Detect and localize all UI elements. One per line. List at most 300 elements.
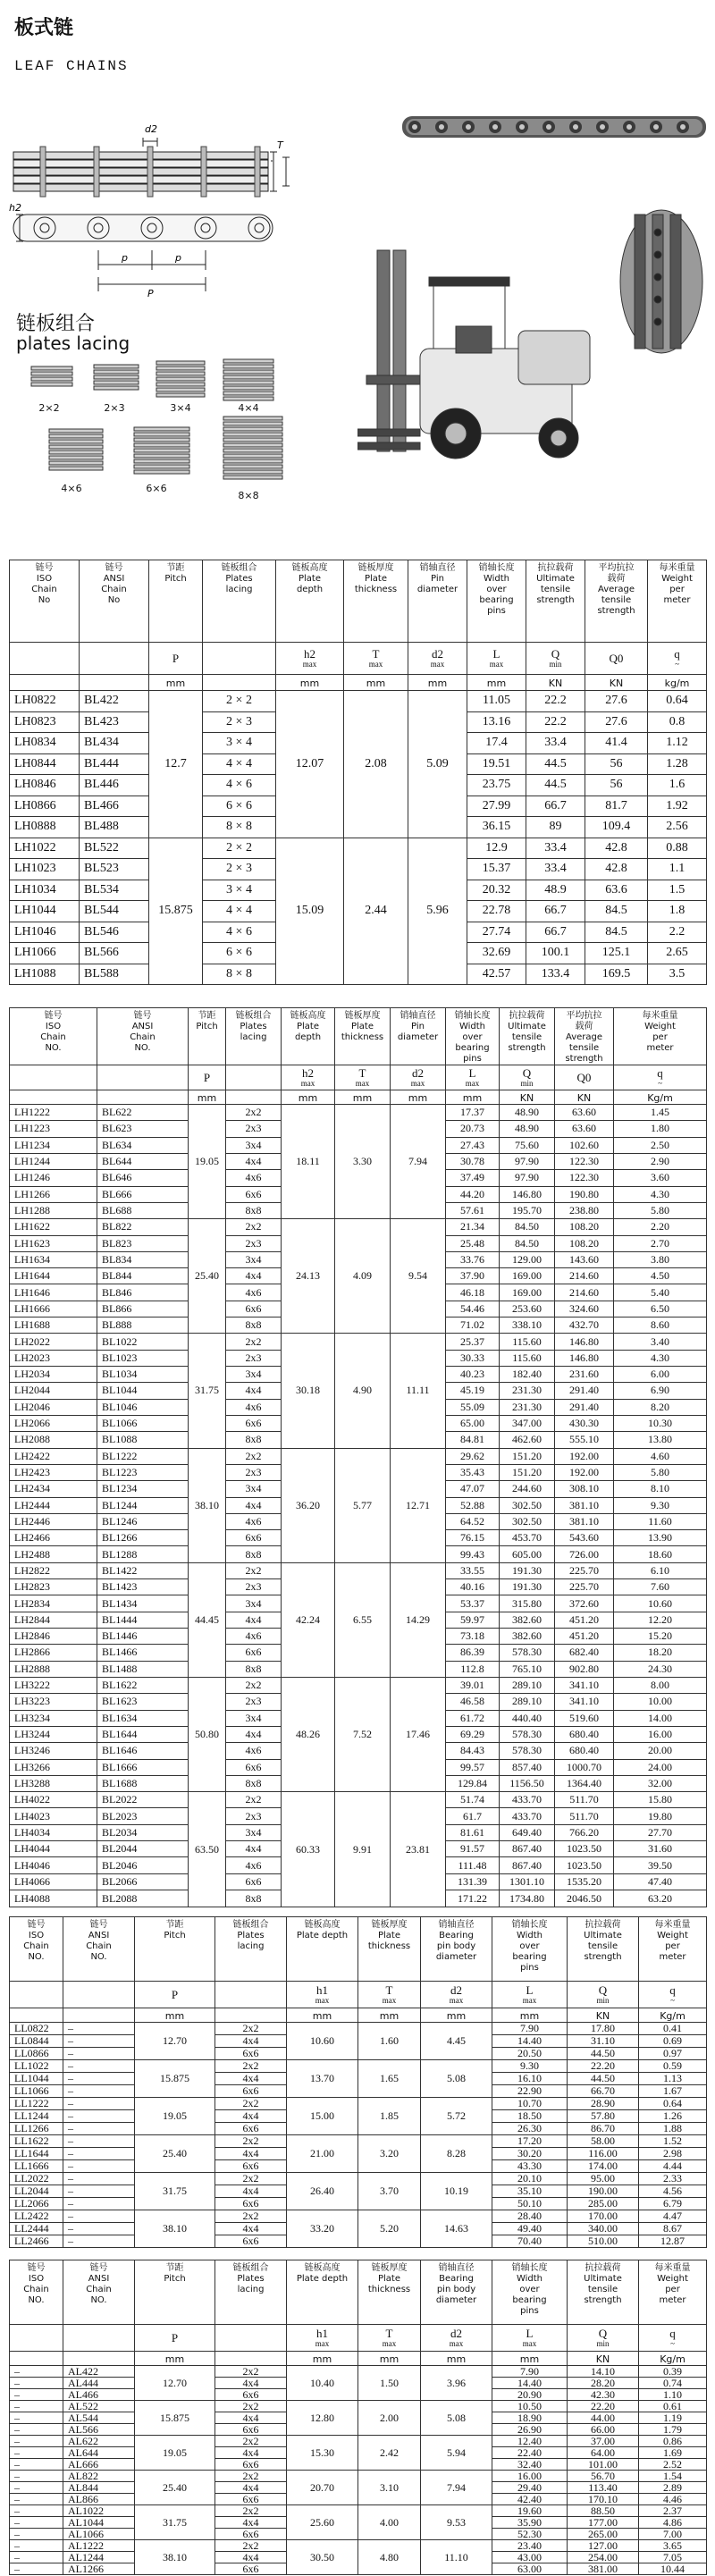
iso-chain-cell: LH2088 — [10, 1432, 97, 1448]
unit-kgm: kg/m — [648, 675, 707, 691]
ultimate-strength-cell: 48.90 — [500, 1105, 555, 1121]
sym-h1: h1 max — [287, 2325, 358, 2352]
ansi-chain-cell: BL1088 — [97, 1432, 189, 1448]
lacing-cell: 6x6 — [226, 1873, 282, 1890]
width-cell: 14.40 — [492, 2378, 568, 2389]
lacing-cell: 4 × 6 — [203, 775, 276, 796]
pin-diameter-cell: 5.96 — [408, 838, 467, 985]
weight-cell: 5.80 — [614, 1202, 707, 1218]
width-cell: 18.90 — [492, 2412, 568, 2424]
iso-chain-cell: LH3222 — [10, 1677, 97, 1693]
weight-cell: 4.50 — [614, 1268, 707, 1284]
col-pin-diameter: 销轴直径 Pin diameter — [408, 560, 467, 643]
weight-cell: 32.00 — [614, 1775, 707, 1791]
ultimate-strength-cell: 44.50 — [568, 2073, 639, 2085]
col-plate-depth: 链板高度 Plate depth — [287, 1917, 358, 1982]
weight-cell: 20.00 — [614, 1743, 707, 1759]
pitch-cell: 50.80 — [189, 1677, 226, 1791]
weight-cell: 2.50 — [614, 1137, 707, 1153]
weight-cell: 1.69 — [639, 2447, 707, 2459]
ansi-chain-cell: – — [63, 2185, 135, 2198]
average-strength-cell: 902.80 — [555, 1661, 614, 1677]
ansi-chain-cell: – — [63, 2085, 135, 2098]
plate-thickness-cell: 2.42 — [358, 2436, 421, 2471]
lacing-cell: 3x4 — [226, 1710, 282, 1726]
ansi-chain-cell: BL434 — [80, 733, 149, 754]
ansi-chain-cell: BL522 — [80, 838, 149, 859]
plate-depth-cell: 12.80 — [287, 2401, 358, 2436]
ultimate-strength-cell: 86.70 — [568, 2123, 639, 2135]
weight-cell: 2.98 — [639, 2148, 707, 2160]
iso-chain-cell: LH1634 — [10, 1251, 97, 1267]
width-cell: 99.43 — [446, 1546, 500, 1562]
col-ansi-chain: 链号 ANSI Chain NO. — [63, 2260, 135, 2325]
width-cell: 43.30 — [492, 2160, 568, 2173]
average-strength-cell: 108.20 — [555, 1219, 614, 1235]
width-cell: 30.33 — [446, 1350, 500, 1366]
width-cell: 61.72 — [446, 1710, 500, 1726]
pin-diameter-cell: 7.94 — [421, 2471, 492, 2505]
width-cell: 42.40 — [492, 2494, 568, 2505]
plate-depth-cell: 60.33 — [282, 1792, 335, 1907]
weight-cell: 1.6 — [648, 775, 707, 796]
unit-mm: mm — [135, 2352, 215, 2366]
width-cell: 91.57 — [446, 1841, 500, 1857]
sym-p: P — [189, 1065, 226, 1090]
weight-cell: 4.56 — [639, 2185, 707, 2198]
lacing-cell: 4x4 — [226, 1726, 282, 1742]
average-strength-cell: 543.60 — [555, 1530, 614, 1546]
iso-chain-cell: – — [10, 2424, 63, 2436]
col-iso-chain: 链号 ISO Chain NO. — [10, 1008, 97, 1065]
width-cell: 30.78 — [446, 1153, 500, 1169]
iso-chain-cell: LL2466 — [10, 2235, 63, 2248]
plate-depth-cell: 15.09 — [276, 838, 344, 985]
ansi-chain-cell: BL1634 — [97, 1710, 189, 1726]
ultimate-strength-cell: 57.80 — [568, 2110, 639, 2123]
ansi-chain-cell: AL1266 — [63, 2563, 135, 2575]
pin-diameter-cell: 11.11 — [391, 1334, 446, 1448]
iso-chain-cell: LH2046 — [10, 1399, 97, 1415]
width-cell: 42.57 — [467, 964, 526, 985]
weight-cell: 0.69 — [639, 2035, 707, 2048]
width-cell: 26.90 — [492, 2424, 568, 2436]
width-cell: 25.37 — [446, 1334, 500, 1350]
iso-chain-cell: LH3223 — [10, 1694, 97, 1710]
pin-diameter-cell: 10.19 — [421, 2173, 492, 2210]
ultimate-strength-cell: 146.80 — [500, 1186, 555, 1202]
lacing-cell: 6x6 — [226, 1759, 282, 1775]
width-cell: 61.7 — [446, 1808, 500, 1824]
ansi-chain-cell: AL522 — [63, 2401, 135, 2412]
plate-depth-cell: 30.18 — [282, 1334, 335, 1448]
plate-depth-cell: 21.00 — [287, 2135, 358, 2173]
col-pitch: 节距 Pitch — [135, 2260, 215, 2325]
col-pin-diameter: 销轴直径 Pin diameter — [391, 1008, 446, 1065]
width-cell: 76.15 — [446, 1530, 500, 1546]
table-row — [10, 1334, 707, 1350]
pin-diameter-cell: 5.72 — [421, 2098, 492, 2135]
width-cell: 99.57 — [446, 1759, 500, 1775]
unit-kgm: Kg/m — [639, 2008, 707, 2023]
iso-chain-cell: – — [10, 2494, 63, 2505]
average-strength-cell: 146.80 — [555, 1350, 614, 1366]
unit-mm: mm — [335, 1090, 391, 1105]
lacing-cell: 6x6 — [215, 2494, 287, 2505]
plate-depth-cell: 30.50 — [287, 2540, 358, 2575]
width-cell: 70.40 — [492, 2235, 568, 2248]
col-weight: 每米重量 Weight per meter — [639, 1917, 707, 1982]
width-cell: 35.90 — [492, 2517, 568, 2529]
ultimate-strength-cell: 195.70 — [500, 1202, 555, 1218]
ansi-chain-cell: AL622 — [63, 2436, 135, 2447]
weight-cell: 1.5 — [648, 880, 707, 901]
width-cell: 32.40 — [492, 2459, 568, 2471]
lacing-cell: 3x4 — [226, 1137, 282, 1153]
weight-cell: 0.59 — [639, 2060, 707, 2073]
iso-chain-cell: LL1644 — [10, 2148, 63, 2160]
width-cell: 45.19 — [446, 1383, 500, 1399]
lacing-label: 2×3 — [104, 402, 125, 414]
table-row — [10, 2505, 707, 2517]
ansi-chain-cell: BL446 — [80, 775, 149, 796]
width-cell: 22.78 — [467, 901, 526, 922]
weight-cell: 24.30 — [614, 1661, 707, 1677]
width-cell: 111.48 — [446, 1857, 500, 1873]
ansi-chain-cell: BL1466 — [97, 1645, 189, 1661]
weight-cell: 18.20 — [614, 1645, 707, 1661]
weight-cell: 6.90 — [614, 1383, 707, 1399]
lacing-cell: 2x3 — [226, 1464, 282, 1480]
lacing-cell: 2x2 — [215, 2210, 287, 2223]
ultimate-strength-cell: 44.00 — [568, 2412, 639, 2424]
width-cell: 20.50 — [492, 2048, 568, 2060]
weight-cell: 3.5 — [648, 964, 707, 985]
weight-cell: 2.56 — [648, 817, 707, 838]
ansi-chain-cell: BL1666 — [97, 1759, 189, 1775]
lacing-cell: 2x2 — [226, 1219, 282, 1235]
plate-thickness-cell: 5.20 — [358, 2210, 421, 2248]
pitch-cell: 25.40 — [189, 1219, 226, 1334]
iso-chain-cell: LH3234 — [10, 1710, 97, 1726]
ultimate-strength-cell: 127.00 — [568, 2540, 639, 2552]
width-cell: 81.61 — [446, 1824, 500, 1840]
width-cell: 17.37 — [446, 1105, 500, 1121]
col-width: 销轴长度 Width over bearing pins — [467, 560, 526, 643]
average-strength-cell: 122.30 — [555, 1170, 614, 1186]
ultimate-strength-cell: 133.4 — [526, 964, 585, 985]
ansi-chain-cell: BL2023 — [97, 1808, 189, 1824]
plate-thickness-cell: 1.50 — [358, 2366, 421, 2401]
lacing-cell: 2 × 2 — [203, 838, 276, 859]
average-strength-cell: 102.60 — [555, 1137, 614, 1153]
ansi-chain-cell: BL1646 — [97, 1743, 189, 1759]
col-ultimate-strength: 抗拉载荷 Ultimate tensile strength — [568, 2260, 639, 2325]
ultimate-strength-cell: 44.5 — [526, 753, 585, 775]
ultimate-strength-cell: 182.40 — [500, 1367, 555, 1383]
pin-diameter-cell: 9.54 — [391, 1219, 446, 1334]
weight-cell: 1.52 — [639, 2135, 707, 2148]
width-cell: 22.40 — [492, 2447, 568, 2459]
sym-q0: Q0 — [585, 643, 648, 675]
plate-thickness-cell: 5.77 — [335, 1448, 391, 1562]
ansi-chain-cell: BL1222 — [97, 1448, 189, 1464]
pitch-cell: 15.875 — [135, 2060, 215, 2098]
pitch-cell: 25.40 — [135, 2135, 215, 2173]
ultimate-strength-cell: 253.60 — [500, 1301, 555, 1317]
plate-thickness-cell: 2.44 — [344, 838, 408, 985]
ultimate-strength-cell: 33.4 — [526, 859, 585, 880]
table-row — [10, 2173, 707, 2185]
col-pitch: 节距 Pitch — [149, 560, 203, 643]
average-strength-cell: 511.70 — [555, 1808, 614, 1824]
iso-chain-cell: – — [10, 2459, 63, 2471]
ansi-chain-cell: BL888 — [97, 1317, 189, 1334]
average-strength-cell: 225.70 — [555, 1579, 614, 1595]
lacing-title-en: plates lacing — [16, 333, 130, 354]
width-cell: 44.20 — [446, 1186, 500, 1202]
iso-chain-cell: LH2034 — [10, 1367, 97, 1383]
lacing-4x6-icon — [49, 429, 103, 470]
lacing-cell: 2x2 — [215, 2098, 287, 2110]
lacing-cell: 6x6 — [215, 2198, 287, 2210]
iso-chain-cell: LH1623 — [10, 1235, 97, 1251]
average-strength-cell: 190.80 — [555, 1186, 614, 1202]
weight-cell: 0.41 — [639, 2023, 707, 2035]
ultimate-strength-cell: 231.30 — [500, 1399, 555, 1415]
lacing-3x4-icon — [156, 361, 205, 397]
plate-thickness-cell: 4.00 — [358, 2505, 421, 2540]
iso-chain-cell: LH1046 — [10, 922, 80, 943]
width-cell: 18.50 — [492, 2110, 568, 2123]
sym-t: T max — [335, 1065, 391, 1090]
weight-cell: 10.60 — [614, 1595, 707, 1612]
lacing-cell: 4x6 — [226, 1399, 282, 1415]
ansi-chain-cell: BL1488 — [97, 1661, 189, 1677]
title-cn: 板式链 — [14, 17, 74, 39]
iso-chain-cell: LH4022 — [10, 1792, 97, 1808]
lacing-cell: 6 × 6 — [203, 796, 276, 817]
width-cell: 12.9 — [467, 838, 526, 859]
ultimate-strength-cell: 382.60 — [500, 1612, 555, 1628]
pitch-cell: 44.45 — [189, 1562, 226, 1677]
col-plate-thickness: 链板厚度 Plate thickness — [358, 1917, 421, 1982]
weight-cell: 12.20 — [614, 1612, 707, 1628]
width-cell: 52.88 — [446, 1497, 500, 1513]
width-cell: 40.16 — [446, 1579, 500, 1595]
average-strength-cell: 169.5 — [585, 964, 648, 985]
lacing-cell: 6x6 — [226, 1645, 282, 1661]
iso-chain-cell: LH0844 — [10, 753, 80, 775]
average-strength-cell: 192.00 — [555, 1464, 614, 1480]
iso-chain-cell: LH2466 — [10, 1530, 97, 1546]
ultimate-strength-cell: 605.00 — [500, 1546, 555, 1562]
ansi-chain-cell: AL566 — [63, 2424, 135, 2436]
average-strength-cell: 214.60 — [555, 1268, 614, 1284]
width-cell: 25.48 — [446, 1235, 500, 1251]
weight-cell: 0.39 — [639, 2366, 707, 2378]
average-strength-cell: 225.70 — [555, 1562, 614, 1578]
plate-thickness-cell: 3.70 — [358, 2173, 421, 2210]
width-cell: 23.75 — [467, 775, 526, 796]
ultimate-strength-cell: 289.10 — [500, 1694, 555, 1710]
sym-h2: h2 max — [282, 1065, 335, 1090]
ansi-chain-cell: – — [63, 2048, 135, 2060]
ultimate-strength-cell: 867.40 — [500, 1841, 555, 1857]
iso-chain-cell: LL1022 — [10, 2060, 63, 2073]
weight-cell: 1.92 — [648, 796, 707, 817]
width-cell: 7.90 — [492, 2366, 568, 2378]
width-cell: 54.46 — [446, 1301, 500, 1317]
ultimate-strength-cell: 66.7 — [526, 796, 585, 817]
plate-thickness-cell: 7.52 — [335, 1677, 391, 1791]
weight-cell: 7.00 — [639, 2529, 707, 2540]
weight-cell: 10.44 — [639, 2563, 707, 2575]
sym-weight: q ~ — [639, 2325, 707, 2352]
ansi-chain-cell: BL646 — [97, 1170, 189, 1186]
lacing-cell: 8x8 — [226, 1661, 282, 1677]
col-width: 销轴长度 Width over bearing pins — [446, 1008, 500, 1065]
width-cell: 20.32 — [467, 880, 526, 901]
width-cell: 30.20 — [492, 2148, 568, 2160]
iso-chain-cell: LH2822 — [10, 1562, 97, 1578]
iso-chain-cell: LH2422 — [10, 1448, 97, 1464]
col-plate-thickness: 链板厚度 Plate thickness — [358, 2260, 421, 2325]
ansi-chain-cell: BL1046 — [97, 1399, 189, 1415]
iso-chain-cell: LH3246 — [10, 1743, 97, 1759]
iso-chain-cell: LH2423 — [10, 1464, 97, 1480]
ansi-chain-cell: – — [63, 2110, 135, 2123]
iso-chain-cell: LL0822 — [10, 2023, 63, 2035]
plate-depth-cell: 18.11 — [282, 1105, 335, 1219]
iso-chain-cell: LH3288 — [10, 1775, 97, 1791]
average-strength-cell: 214.60 — [555, 1284, 614, 1301]
iso-chain-cell: LH4034 — [10, 1824, 97, 1840]
ansi-chain-cell: AL666 — [63, 2459, 135, 2471]
lacing-cell: 8x8 — [226, 1432, 282, 1448]
width-cell: 16.00 — [492, 2471, 568, 2482]
ansi-chain-cell: BL623 — [97, 1121, 189, 1137]
ansi-chain-cell: BL1234 — [97, 1481, 189, 1497]
unit-mm: mm — [149, 675, 203, 691]
ansi-chain-cell: AL822 — [63, 2471, 135, 2482]
lacing-cell: 6x6 — [226, 1530, 282, 1546]
ultimate-strength-cell: 75.60 — [500, 1137, 555, 1153]
weight-cell: 2.65 — [648, 943, 707, 964]
iso-chain-cell: LH1088 — [10, 964, 80, 985]
sym-p: P — [135, 1982, 215, 2008]
weight-cell: 4.46 — [639, 2494, 707, 2505]
ansi-chain-cell: BL1244 — [97, 1497, 189, 1513]
unit-mm: mm — [287, 2008, 358, 2023]
unit-mm: mm — [421, 2352, 492, 2366]
width-cell: 35.43 — [446, 1464, 500, 1480]
iso-chain-cell: LL0844 — [10, 2035, 63, 2048]
ultimate-strength-cell: 151.20 — [500, 1448, 555, 1464]
pitch-cell: 15.875 — [135, 2401, 215, 2436]
pitch-cell: 12.70 — [135, 2366, 215, 2401]
iso-chain-cell: – — [10, 2447, 63, 2459]
iso-chain-cell: LH3244 — [10, 1726, 97, 1742]
iso-chain-cell: LH0834 — [10, 733, 80, 754]
ultimate-strength-cell: 33.4 — [526, 838, 585, 859]
weight-cell: 39.50 — [614, 1857, 707, 1873]
iso-chain-cell: LH2846 — [10, 1629, 97, 1645]
average-strength-cell: 451.20 — [555, 1629, 614, 1645]
ultimate-strength-cell: 66.70 — [568, 2085, 639, 2098]
iso-chain-cell: LH2866 — [10, 1645, 97, 1661]
weight-cell: 15.80 — [614, 1792, 707, 1808]
average-strength-cell: 555.10 — [555, 1432, 614, 1448]
plate-depth-cell: 42.24 — [282, 1562, 335, 1677]
iso-chain-cell: LL1044 — [10, 2073, 63, 2085]
iso-chain-cell: LH1234 — [10, 1137, 97, 1153]
ansi-chain-cell: BL1246 — [97, 1513, 189, 1529]
weight-cell: 47.40 — [614, 1873, 707, 1890]
lacing-cell: 4x6 — [226, 1857, 282, 1873]
weight-cell: 19.80 — [614, 1808, 707, 1824]
iso-chain-cell: LH4088 — [10, 1890, 97, 1907]
ultimate-strength-cell: 1301.10 — [500, 1873, 555, 1890]
lacing-cell: 4x4 — [215, 2110, 287, 2123]
lacing-cell: 4x6 — [226, 1629, 282, 1645]
weight-cell: 2.33 — [639, 2173, 707, 2185]
iso-chain-cell: – — [10, 2366, 63, 2378]
lacing-cell: 6x6 — [215, 2235, 287, 2248]
weight-cell: 4.47 — [639, 2210, 707, 2223]
average-strength-cell: 231.60 — [555, 1367, 614, 1383]
ansi-chain-cell: BL534 — [80, 880, 149, 901]
lacing-cell: 3 × 4 — [203, 880, 276, 901]
weight-cell: 0.86 — [639, 2436, 707, 2447]
ansi-chain-cell: – — [63, 2173, 135, 2185]
iso-chain-cell: LL1622 — [10, 2135, 63, 2148]
col-ansi-chain: 链号 ANSI Chain NO. — [97, 1008, 189, 1065]
ansi-chain-cell: AL1222 — [63, 2540, 135, 2552]
lacing-cell: 2x3 — [226, 1121, 282, 1137]
ultimate-strength-cell: 578.30 — [500, 1726, 555, 1742]
iso-chain-cell: LH1066 — [10, 943, 80, 964]
iso-chain-cell: LH4023 — [10, 1808, 97, 1824]
ultimate-strength-cell: 58.00 — [568, 2135, 639, 2148]
weight-cell: 10.00 — [614, 1694, 707, 1710]
lacing-cell: 4x6 — [226, 1284, 282, 1301]
average-strength-cell: 81.7 — [585, 796, 648, 817]
weight-cell: 0.74 — [639, 2378, 707, 2389]
lacing-cell: 2x2 — [226, 1105, 282, 1121]
plate-depth-cell: 12.07 — [276, 691, 344, 838]
iso-chain-cell: LL2422 — [10, 2210, 63, 2223]
weight-cell: 2.52 — [639, 2459, 707, 2471]
table-row — [10, 2023, 707, 2035]
ansi-chain-cell: BL1422 — [97, 1562, 189, 1578]
width-cell: 84.81 — [446, 1432, 500, 1448]
iso-chain-cell: – — [10, 2401, 63, 2412]
weight-cell: 13.90 — [614, 1530, 707, 1546]
col-plate-thickness: 链板厚度 Plate thickness — [335, 1008, 391, 1065]
lacing-cell: 4x4 — [215, 2482, 287, 2494]
lacing-cell: 6x6 — [215, 2048, 287, 2060]
ultimate-strength-cell: 867.40 — [500, 1857, 555, 1873]
lacing-cell: 8x8 — [226, 1890, 282, 1907]
average-strength-cell: 372.60 — [555, 1595, 614, 1612]
sym-t: T max — [344, 643, 408, 675]
lacing-cell: 8x8 — [226, 1775, 282, 1791]
pin-diameter-cell: 5.08 — [421, 2060, 492, 2098]
iso-chain-cell: LL2044 — [10, 2185, 63, 2198]
width-cell: 49.40 — [492, 2223, 568, 2235]
ultimate-strength-cell: 169.00 — [500, 1284, 555, 1301]
